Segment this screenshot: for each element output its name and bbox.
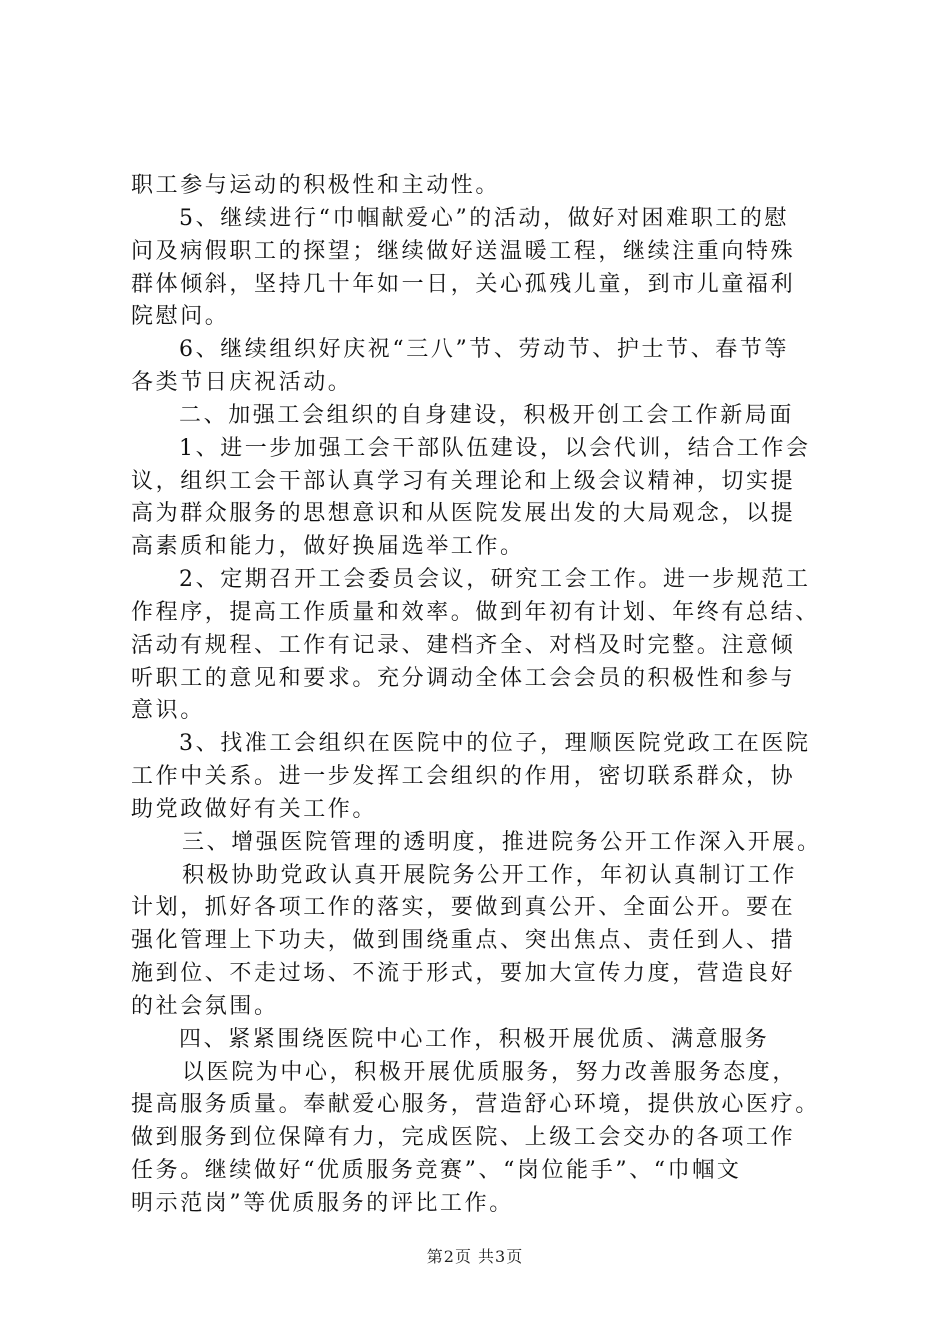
text-line: 活动有规程、工作有记录、建档齐全、对档及时完整。注意倾 [131, 633, 796, 658]
text-line: 以医院为中心，积极开展优质服务，努力改善服务态度， [182, 1060, 798, 1085]
text-line: 计划，抓好各项工作的落实，要做到真公开、全面公开。要在 [131, 895, 796, 920]
text-line: 工作中关系。进一步发挥工会组织的作用，密切联系群众，协 [131, 764, 796, 789]
section-heading: 四、紧紧围绕医院中心工作，积极开展优质、满意服务 [179, 1027, 770, 1052]
text-line: 职工参与运动的积极性和主动性。 [131, 173, 501, 198]
text-line: 听职工的意见和要求。充分调动全体工会会员的积极性和参与 [131, 666, 796, 691]
text-line: 群体倾斜，坚持几十年如一日，关心孤残儿童，到市儿童福利 [131, 272, 796, 297]
text-line: 高素质和能力，做好换届选举工作。 [131, 534, 525, 559]
text-line: 强化管理上下功夫，做到围绕重点、突出焦点、责任到人、措 [131, 928, 796, 953]
text-line: 议，组织工会干部认真学习有关理论和上级会议精神，切实提 [131, 469, 796, 494]
text-line: 积极协助党政认真开展院务公开工作，年初认真制订工作 [182, 863, 798, 888]
text-line: 意识。 [131, 698, 205, 723]
section-heading: 三、增强医院管理的透明度，推进院务公开工作深入开展。 [182, 830, 822, 855]
text-line: 1、进一步加强工会干部队伍建设，以会代训，结合工作会 [179, 436, 811, 461]
text-line: 院慰问。 [131, 304, 230, 329]
text-line: 明示范岗”等优质服务的评比工作。 [131, 1191, 514, 1216]
text-line: 各类节日庆祝活动。 [131, 370, 353, 395]
text-line: 5、继续进行“巾帼献爱心”的活动，做好对困难职工的慰 [179, 206, 790, 231]
page-number-footer: 第2页 共3页 [426, 1247, 524, 1266]
text-line: 助党政做好有关工作。 [131, 797, 378, 822]
text-line: 高为群众服务的思想意识和从医院发展出发的大局观念，以提 [131, 501, 796, 526]
text-line: 任务。继续做好“优质服务竞赛”、“岗位能手”、“巾帼文 [131, 1158, 742, 1183]
text-line: 做到服务到位保障有力，完成医院、上级工会交办的各项工作 [131, 1125, 796, 1150]
text-line: 6、继续组织好庆祝“三八”节、劳动节、护士节、春节等 [179, 337, 790, 362]
text-line: 3、找准工会组织在医院中的位子，理顺医院党政工在医院 [179, 731, 811, 756]
text-line: 问及病假职工的探望；继续做好送温暖工程，继续注重向特殊 [131, 239, 796, 264]
text-line: 施到位、不走过场、不流于形式，要加大宣传力度，营造良好 [131, 961, 796, 986]
text-line: 作程序，提高工作质量和效率。做到年初有计划、年终有总结、 [131, 600, 820, 625]
text-line: 提高服务质量。奉献爱心服务，营造舒心环境，提供放心医疗。 [131, 1092, 820, 1117]
text-line: 的社会氛围。 [131, 994, 279, 1019]
text-line: 2、定期召开工会委员会议，研究工会工作。进一步规范工 [179, 567, 811, 592]
section-heading: 二、加强工会组织的自身建设，积极开创工会工作新局面 [179, 403, 795, 428]
